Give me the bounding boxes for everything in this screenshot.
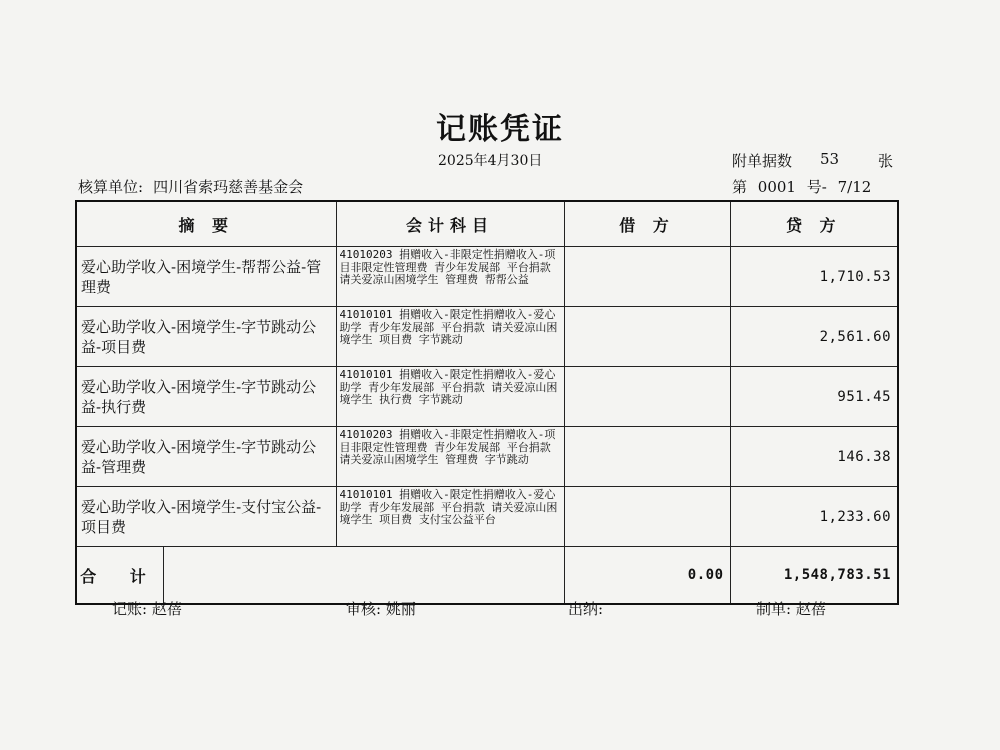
table-row (76, 367, 898, 427)
row-debit (564, 487, 730, 547)
voucher-number (732, 176, 877, 197)
row-debit (564, 427, 730, 487)
total-row (76, 547, 898, 605)
header-debit: 借 方 (564, 201, 730, 247)
footer-preparer: 制单: 赵蓓 (756, 600, 826, 618)
row-credit: 1,710.53 (730, 247, 898, 307)
row-credit: 1,233.60 (730, 487, 898, 547)
row-summary: 爱心助学收入-困境学生-字节跳动公益-管理费 (76, 427, 336, 487)
row-account: 41010203 捐赠收入-非限定性捐赠收入-项目非限定性管理费 青少年发展部 平台捐款 请关爱凉山困境学生 管理费 帮帮公益 (336, 247, 564, 307)
row-account: 41010101 捐赠收入-限定性捐赠收入-爱心助学 青少年发展部 平台捐款 请关爱凉山困境学生 项目费 支付宝公益平台 (336, 487, 564, 547)
row-debit (564, 247, 730, 307)
total-credit: 1,548,783.51 (730, 547, 898, 605)
total-label-cell (76, 547, 564, 605)
header-credit: 贷 方 (730, 201, 898, 247)
footer-bookkeeper: 记账: 赵蓓 (112, 600, 182, 618)
voucher-page: 7/12 (837, 178, 872, 196)
unit-name: 四川省索玛慈善基金会 (153, 178, 304, 196)
table-header-row (76, 201, 898, 247)
voucher-no-value: 0001 (757, 178, 796, 196)
row-credit: 2,561.60 (730, 307, 898, 367)
footer-cashier: 出纳: (568, 600, 604, 618)
row-debit (564, 367, 730, 427)
voucher-no-suffix: 号- (806, 178, 827, 196)
accounting-unit (78, 176, 303, 197)
footer-reviewer: 审核: 姚丽 (346, 600, 416, 618)
row-credit: 951.45 (730, 367, 898, 427)
attachments-unit: 张 (878, 152, 894, 170)
row-summary: 爱心助学收入-困境学生-帮帮公益-管理费 (76, 247, 336, 307)
voucher-date: 2025年4月30日 (438, 153, 543, 169)
table-row (76, 247, 898, 307)
voucher-no-prefix: 第 (732, 178, 748, 196)
attachments-label: 附单据数 (732, 152, 793, 170)
row-account: 41010101 捐赠收入-限定性捐赠收入-爱心助学 青少年发展部 平台捐款 请关爱凉山困境学生 执行费 字节跳动 (336, 367, 564, 427)
header-account: 会计科目 (336, 201, 564, 247)
row-credit: 146.38 (730, 427, 898, 487)
attachments-count: 53 (820, 150, 840, 168)
table-row (76, 427, 898, 487)
row-summary: 爱心助学收入-困境学生-支付宝公益-项目费 (76, 487, 336, 547)
unit-label: 核算单位: (78, 178, 144, 196)
voucher-title: 记账凭证 (436, 112, 564, 147)
table-row (76, 487, 898, 547)
header-summary: 摘 要 (76, 201, 336, 247)
row-account: 41010101 捐赠收入-限定性捐赠收入-爱心助学 青少年发展部 平台捐款 请关爱凉山困境学生 项目费 字节跳动 (336, 307, 564, 367)
row-summary: 爱心助学收入-困境学生-字节跳动公益-执行费 (76, 367, 336, 427)
total-debit: 0.00 (564, 547, 730, 605)
table-row (76, 307, 898, 367)
row-summary: 爱心助学收入-困境学生-字节跳动公益-项目费 (76, 307, 336, 367)
total-label: 合 计 (77, 547, 164, 603)
row-debit (564, 307, 730, 367)
attachments-info (732, 150, 894, 171)
row-account: 41010203 捐赠收入-非限定性捐赠收入-项目非限定性管理费 青少年发展部 平台捐款 请关爱凉山困境学生 管理费 字节跳动 (336, 427, 564, 487)
voucher-table (75, 200, 899, 605)
